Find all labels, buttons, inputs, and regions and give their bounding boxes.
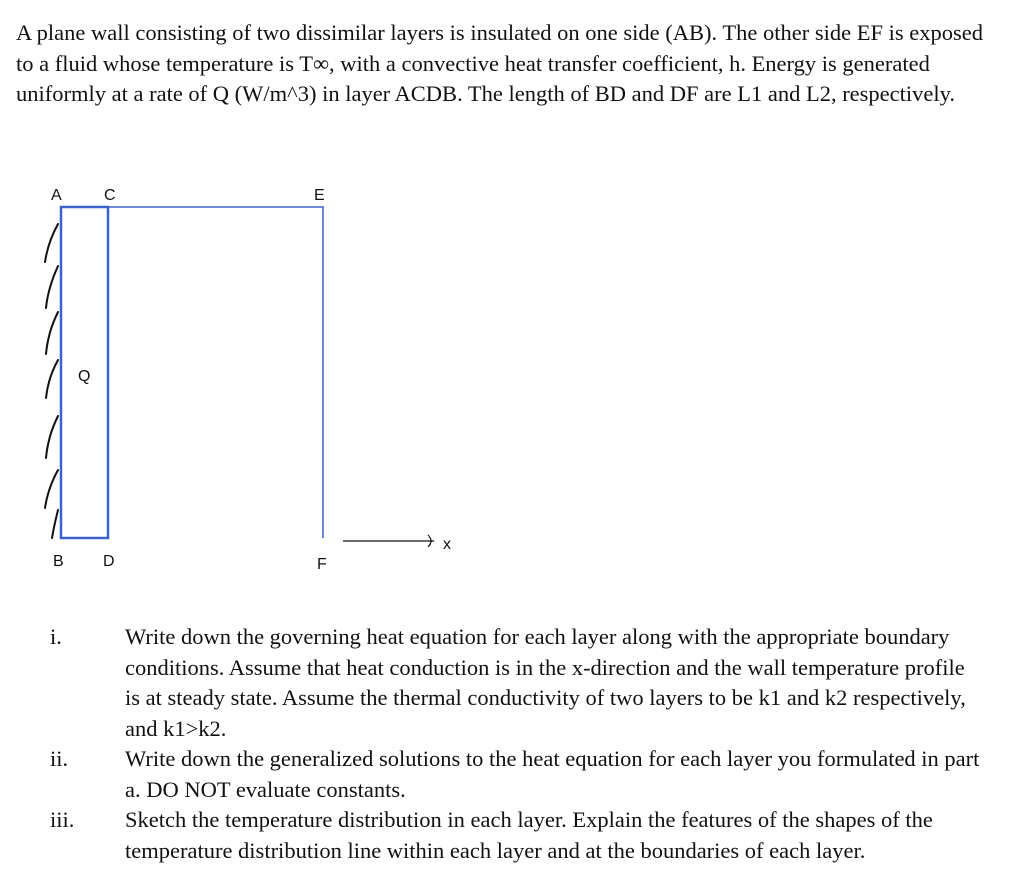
label-C: C (104, 187, 116, 204)
label-x: x (443, 536, 451, 553)
label-D: D (103, 553, 115, 570)
question-text: Write down the governing heat equation for each layer along with the appropriate boundary conditions. Assume that heat conduction is in the x-direction and the wall temperature profile is at steady state. Assume the thermal conductivity of two layers to be k1 and k2 respectively, and k1>k2. (125, 624, 966, 741)
label-E: E (314, 187, 325, 204)
question-item (0, 805, 1024, 866)
question-number: iii. (50, 807, 75, 832)
insulation-hatching (45, 224, 58, 538)
layer-CEFD (108, 207, 323, 538)
label-B: B (53, 553, 64, 570)
problem-statement: A plane wall consisting of two dissimilar layers is insulated on one side (AB). The other side EF is exposed to a fluid whose temperature is T∞, with a convective heat transfer coefficient, h. Energy is generated uniformly at a rate of Q (W/m^3) in layer ACDB. The length of BD and DF are L1 and L2, respectively. (16, 20, 983, 106)
x-axis-arrow (343, 535, 434, 547)
question-number: i. (50, 624, 62, 649)
question-item (0, 744, 1024, 805)
question-text: Write down the generalized solutions to the heat equation for each layer you formulated in part a. DO NOT evaluate constants. (125, 746, 980, 802)
label-F: F (317, 556, 327, 573)
question-item (0, 622, 1024, 744)
label-Q: Q (78, 368, 91, 385)
wall-diagram (0, 170, 480, 590)
question-number: ii. (50, 746, 69, 771)
question-list (0, 622, 1024, 866)
label-A: A (51, 187, 62, 204)
question-text: Sketch the temperature distribution in each layer. Explain the features of the shapes of the temperature distribution line within each layer and at the boundaries of each layer. (125, 807, 933, 863)
